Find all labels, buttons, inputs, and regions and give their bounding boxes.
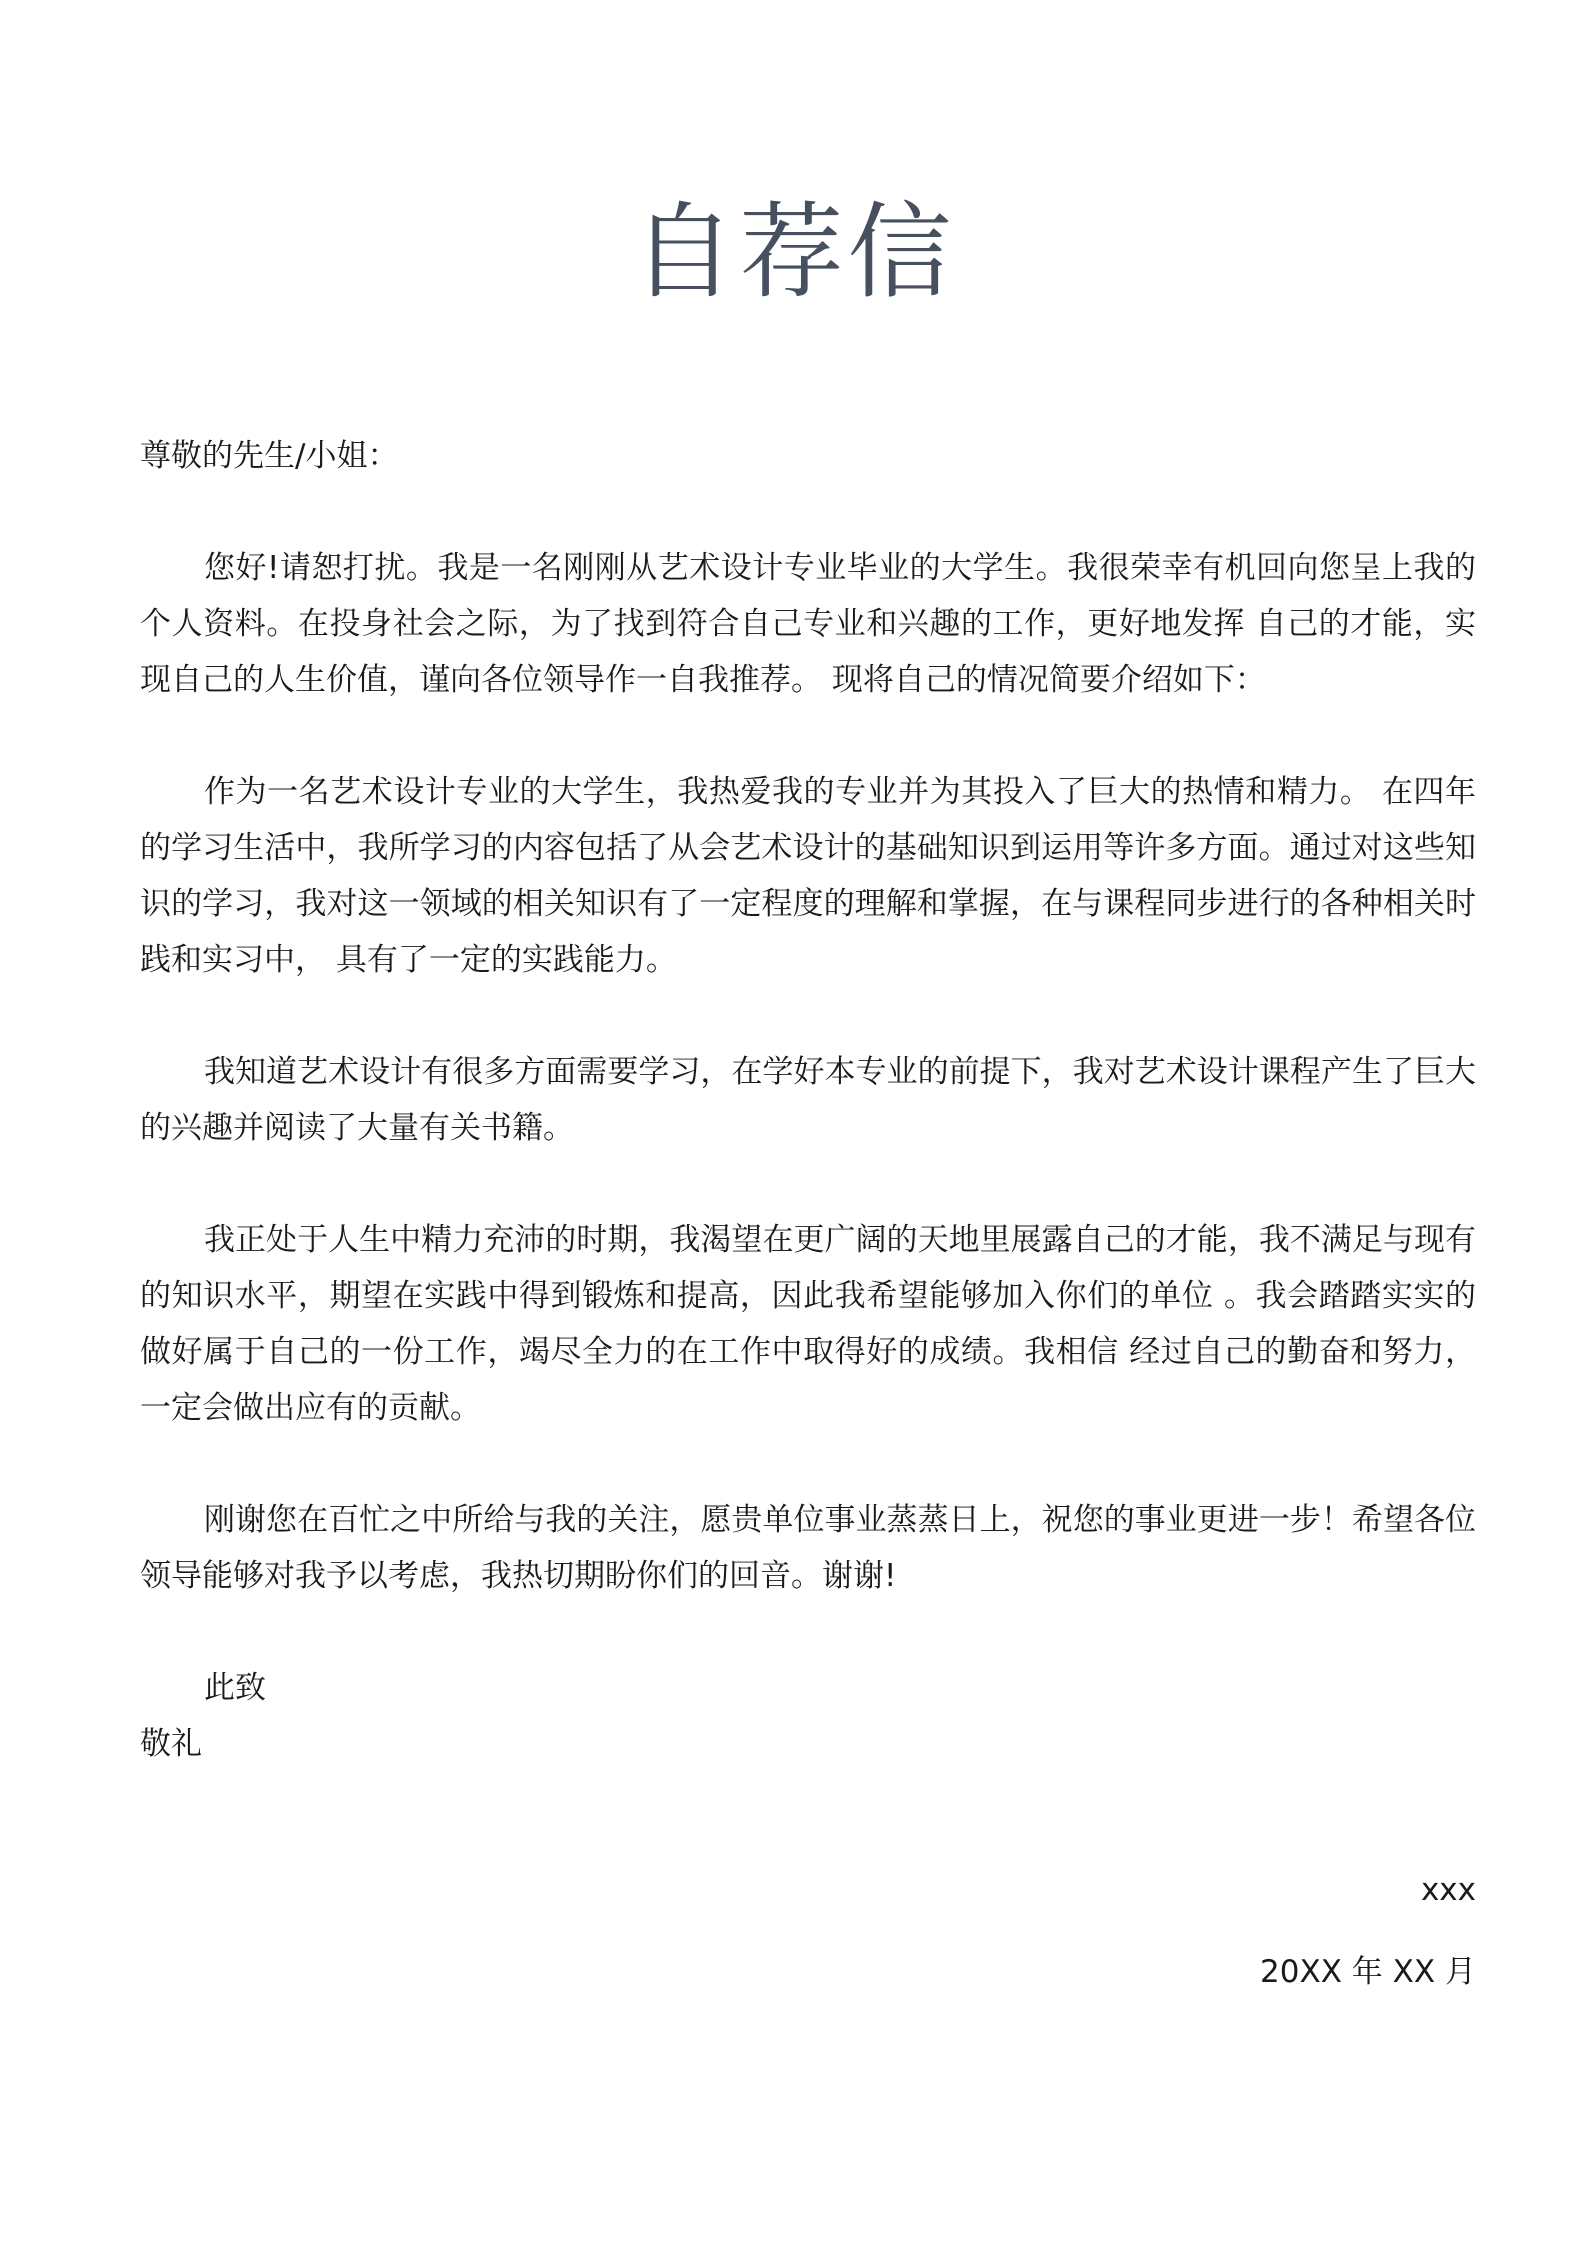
salutation: 尊敬的先生/小姐： bbox=[140, 438, 399, 474]
paragraph-study: 作为一名艺术设计专业的大学生，我热爱我的专业并为其投入了巨大的热情和精力。 在四年的学习生活中，我所学习的内容包括了从会艺术设计的基础知识到运用等许多方面。通过对这些知识的学习，我对这一领域的相关知识有了一定程度的理解和掌握，在与课程同步进行的各种相关时践和实习中， 具有了一定的实践能力。 bbox=[140, 774, 1476, 978]
paragraph-interest: 我知道艺术设计有很多方面需要学习，在学好本专业的前提下，我对艺术设计课程产生了巨大的兴趣并阅读了大量有关书籍。 bbox=[140, 1054, 1476, 1146]
paragraph-intro: 您好!请恕打扰。我是一名刚刚从艺术设计专业毕业的大学生。我很荣幸有机回向您呈上我的个人资料。在投身社会之际，为了找到符合自己专业和兴趣的工作，更好地发挥 自己的才能，实现自己的人生价值，谨向各位领导作一自我推荐。 现将自己的情况简要介绍如下： bbox=[140, 550, 1476, 698]
paragraph-thanks: 刚谢您在百忙之中所给与我的关注，愿贵单位事业蒸蒸日上，祝您的事业更进一步！希望各位领导能够对我予以考虑，我热切期盼你们的回音。谢谢! bbox=[140, 1502, 1476, 1594]
page-title: 自荐信 bbox=[631, 191, 956, 313]
respect: 敬礼 bbox=[140, 1726, 202, 1762]
letter-body bbox=[140, 428, 1476, 2000]
closing: 此致 bbox=[204, 1670, 266, 1706]
date: 20XX 年 XX 月 bbox=[1260, 1954, 1476, 1990]
signature: xxx bbox=[1420, 1872, 1476, 1908]
paragraph-aspiration: 我正处于人生中精力充沛的时期，我渴望在更广阔的天地里展露自己的才能，我不满足与现有的知识水平，期望在实践中得到锻炼和提高，因此我希望能够加入你们的单位 。我会踏踏实实的做好属于自己的一份工作，竭尽全力的在工作中取得好的成绩。我相信 经过自己的勤奋和努力，一定会做出应有的贡献。 bbox=[140, 1222, 1476, 1426]
